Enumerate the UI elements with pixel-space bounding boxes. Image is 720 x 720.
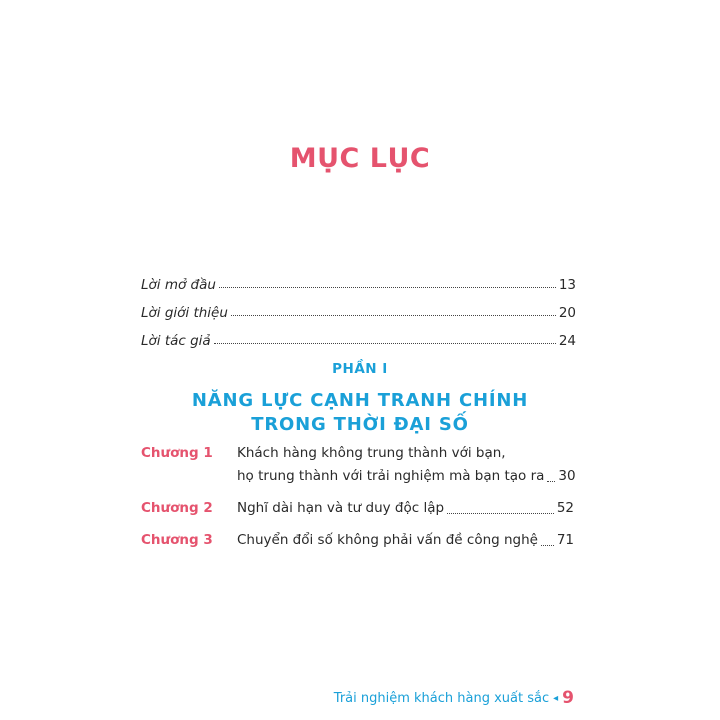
chapter-title-text: Nghĩ dài hạn và tư duy độc lập <box>237 500 445 516</box>
toc-entry-page: 20 <box>558 305 576 321</box>
chapter-page: 30 <box>558 468 576 484</box>
chapter-page: 71 <box>556 532 574 548</box>
chapter-entry-2[interactable] <box>141 497 574 520</box>
toc-entry-page: 24 <box>558 333 576 349</box>
chapter-title-text: họ trung thành với trải nghiệm mà bạn tạo ra <box>237 468 545 484</box>
dot-leader <box>547 481 555 482</box>
dot-leader <box>219 287 556 288</box>
chapter-body <box>237 497 574 520</box>
part-title <box>0 389 720 437</box>
triangle-left-icon: ◂ <box>553 692 559 704</box>
page-title: MỤC LỤC <box>289 143 431 174</box>
chapter-number: Chương 2 <box>141 500 213 516</box>
footer-book-title: Trải nghiệm khách hàng xuất sắc <box>333 690 550 706</box>
dot-leader <box>541 545 554 546</box>
footer-page-number: 9 <box>562 688 574 708</box>
toc-entry-label: Lời mở đầu <box>141 277 216 293</box>
page-footer <box>334 688 574 708</box>
chapter-body <box>237 442 576 488</box>
toc-entry-preface[interactable] <box>141 265 576 293</box>
toc-entry-page: 13 <box>558 277 576 293</box>
dot-leader <box>214 343 556 344</box>
chapter-title-line-1 <box>237 529 574 552</box>
chapter-entry-1[interactable] <box>141 442 574 488</box>
toc-entry-author-note[interactable] <box>141 321 576 349</box>
chapter-title-line-2 <box>237 465 576 488</box>
chapter-page: 52 <box>556 500 574 516</box>
chapter-title-text: Chuyển đổi số không phải vấn đề công nghệ <box>237 532 538 548</box>
chapter-number: Chương 3 <box>141 532 213 548</box>
part-label: PHẦN I <box>332 361 388 377</box>
chapter-body <box>237 529 574 552</box>
chapter-title-line-1: Khách hàng không trung thành với bạn, <box>237 445 506 461</box>
front-matter-list <box>141 265 576 349</box>
chapter-title-line-1 <box>237 497 574 520</box>
dot-leader <box>231 315 556 316</box>
chapter-list <box>141 442 574 561</box>
part-title-line-1: NĂNG LỰC CẠNH TRANH CHÍNH <box>191 390 529 411</box>
toc-entry-introduction[interactable] <box>141 293 576 321</box>
chapter-entry-3[interactable] <box>141 529 574 552</box>
part-title-line-2: TRONG THỜI ĐẠI SỐ <box>251 414 469 435</box>
toc-entry-label: Lời tác giả <box>141 333 211 349</box>
toc-entry-label: Lời giới thiệu <box>141 305 228 321</box>
dot-leader <box>447 513 554 514</box>
chapter-number: Chương 1 <box>141 445 213 461</box>
